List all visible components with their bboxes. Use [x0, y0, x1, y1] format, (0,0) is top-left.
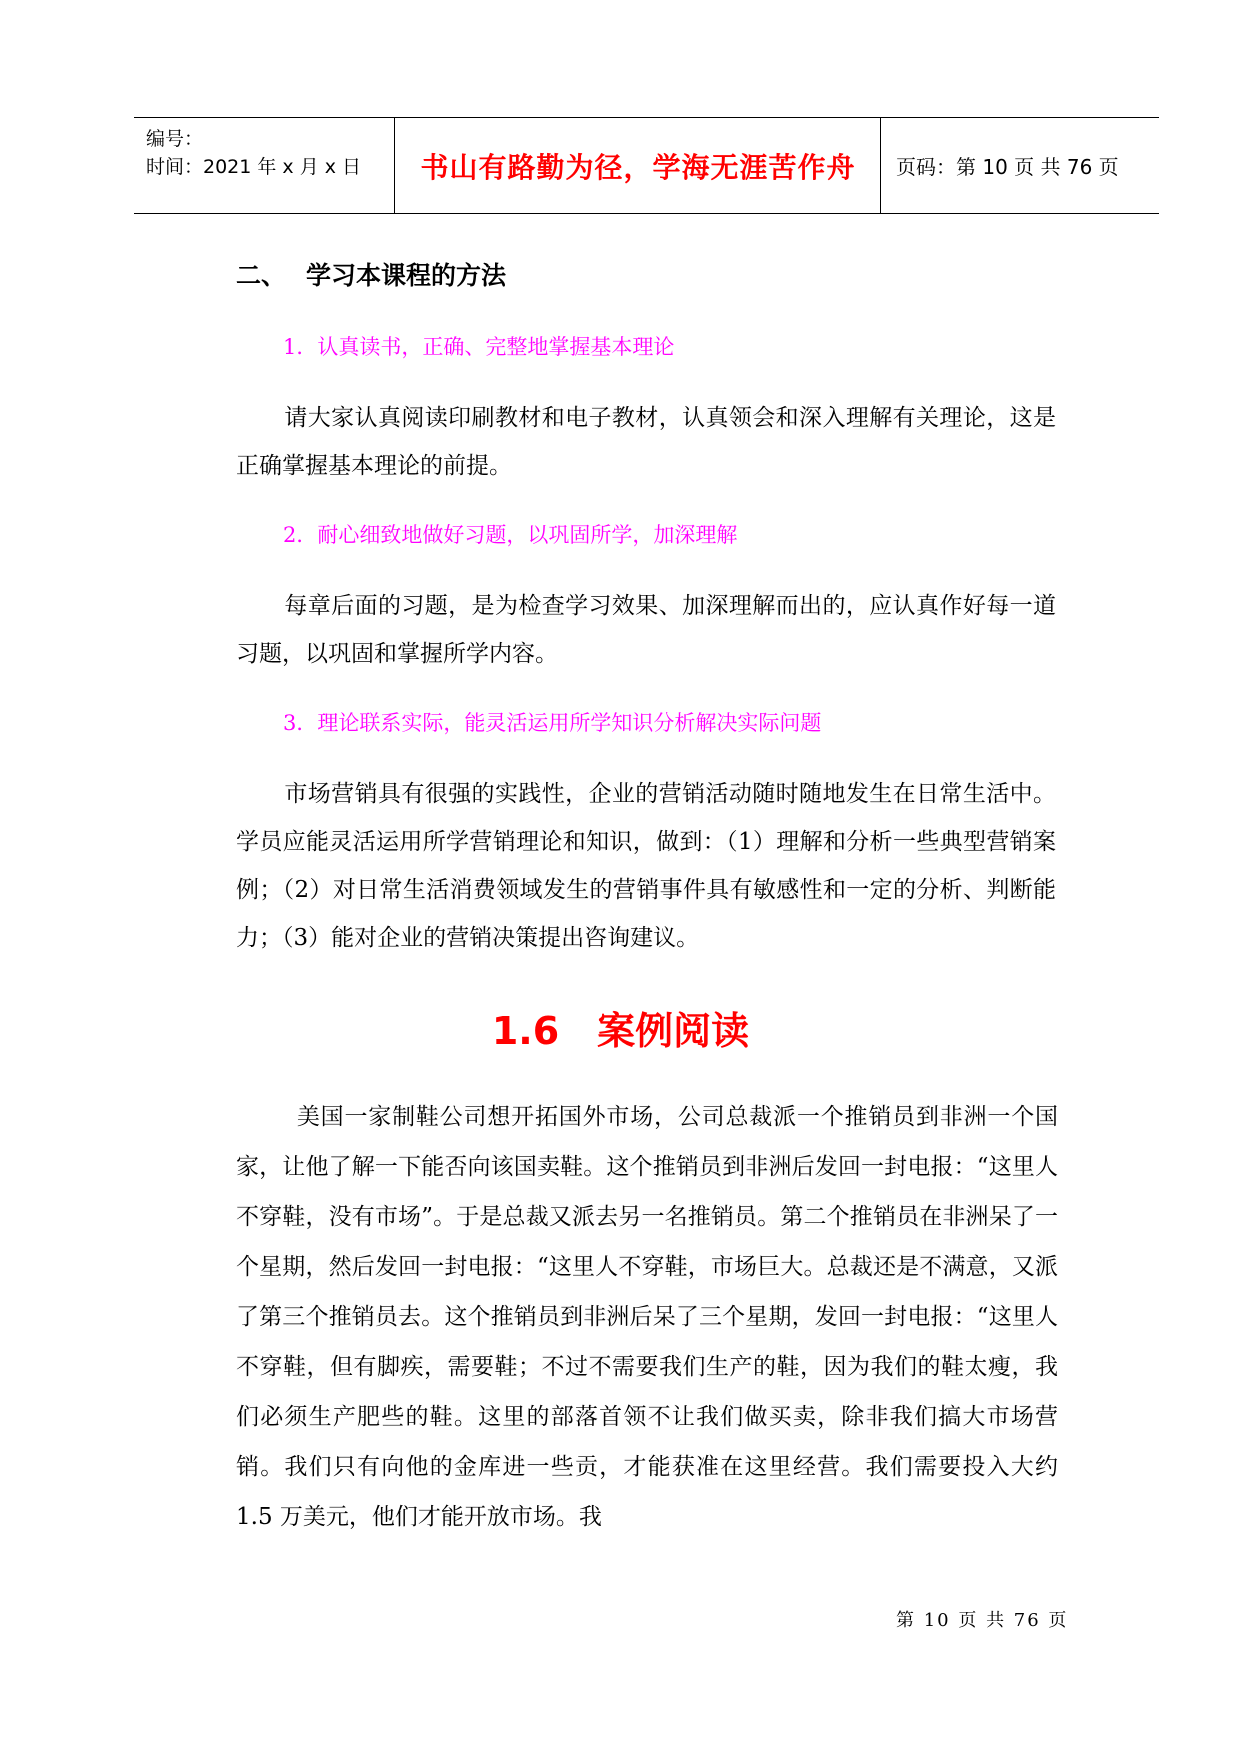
item-body-2: 每章后面的习题，是为检查学习效果、加深理解而出的，应认真作好每一道习题，以巩固和掌握所学内容。 [236, 593, 1056, 667]
item-heading-2: 2．耐心细致地做好习题，以巩固所学，加深理解 [283, 523, 738, 547]
item-heading-3: 3．理论联系实际，能灵活运用所学知识分析解决实际问题 [283, 711, 822, 735]
time-label: 时间：2021 年 x 月 x 日 [146, 156, 362, 178]
item-body-1: 请大家认真阅读印刷教材和电子教材，认真领会和深入理解有关理论，这是正确掌握基本理论的前提。 [236, 405, 1056, 479]
section-title-text: 学习本课程的方法 [306, 261, 507, 290]
number-label: 编号： [146, 128, 204, 150]
header-motto: 书山有路勤为径，学海无涯苦作舟 [420, 150, 856, 184]
chapter-title: 1.6 案例阅读 [491, 1009, 750, 1053]
item-heading-1: 1．认真读书，正确、完整地掌握基本理论 [283, 335, 675, 359]
section-number: 二、 [236, 261, 287, 290]
header-left-cell [134, 118, 395, 213]
section-title [236, 256, 506, 292]
page-footer: 第 10 页 共 76 页 [896, 1610, 1069, 1631]
header-page-info: 页码：第 10 页 共 76 页 [896, 155, 1119, 179]
item-body-3: 市场营销具有很强的实践性，企业的营销活动随时随地发生在日常生活中。学员应能灵活运用所学营销理论和知识，做到：（1）理解和分析一些典型营销案例；（2）对日常生活消费领域发生的营销事件具有敏感性和一定的分析、判断能力；（3）能对企业的营销决策提出咨询建议。 [236, 781, 1056, 951]
header-motto-cell [396, 118, 881, 213]
page-header [134, 117, 1159, 214]
case-text: 美国一家制鞋公司想开拓国外市场，公司总裁派一个推销员到非洲一个国家，让他了解一下能否向该国卖鞋。这个推销员到非洲后发回一封电报：“这里人不穿鞋，没有市场”。于是总裁又派去另一名推销员。第二个推销员在非洲呆了一个星期，然后发回一封电报：“这里人不穿鞋，市场巨大。总裁还是不满意，又派了第三个推销员去。这个推销员到非洲后呆了三个星期，发回一封电报：“这里人不穿鞋，但有脚疾，需要鞋；不过不需要我们生产的鞋，因为我们的鞋太瘦，我们必须生产肥些的鞋。这里的部落首领不让我们做买卖，除非我们搞大市场营销。我们只有向他的金库进一些贡，才能获准在这里经营。我们需要投入大约 1.5 万美元，他们才能开放市场。我 [236, 1104, 1058, 1530]
